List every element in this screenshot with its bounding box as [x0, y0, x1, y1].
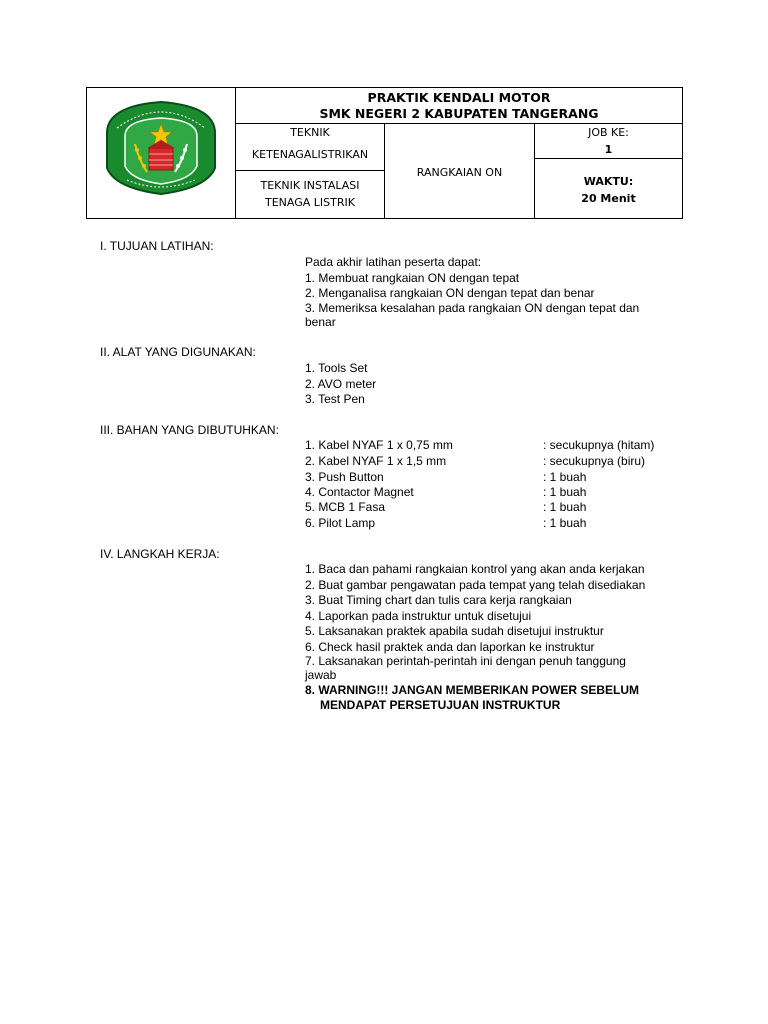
list-item-qty: : 1 buah — [543, 470, 587, 484]
dept-cell — [236, 124, 385, 171]
list-item: 5. MCB 1 Fasa — [305, 500, 386, 514]
list-item: 6. Check hasil praktek anda dan laporkan ke instruktur — [305, 640, 595, 654]
section-bahan-label: III. BAHAN YANG DIBUTUHKAN: — [100, 423, 279, 437]
time-value: 20 Menit — [581, 192, 636, 205]
list-item-qty: : secukupnya (biru) — [543, 454, 646, 468]
list-item-qty: : 1 buah — [543, 516, 587, 530]
list-item: 3. Test Pen — [305, 392, 365, 406]
list-item: benar — [305, 315, 336, 329]
title-line2: SMK NEGERI 2 KABUPATEN TANGERANG — [319, 106, 599, 121]
program-line1: TEKNIK INSTALASI — [260, 179, 360, 192]
time-cell — [535, 159, 682, 218]
list-item: 4. Contactor Magnet — [305, 485, 414, 499]
section-alat-label: II. ALAT YANG DIGUNAKAN: — [100, 345, 256, 359]
header-table — [86, 87, 683, 219]
job-value: 1 — [604, 143, 613, 156]
list-item: 3. Buat Timing chart dan tulis cara kerja rangkaian — [305, 593, 572, 607]
list-item: 6. Pilot Lamp — [305, 516, 376, 530]
list-item: 5. Laksanakan praktek apabila sudah disetujui instruktur — [305, 624, 604, 638]
dept-line2: KETENAGALISTRIKAN — [251, 148, 369, 161]
topic: RANGKAIAN ON — [416, 166, 503, 179]
logo-cell — [87, 88, 236, 218]
section-langkah-label: IV. LANGKAH KERJA: — [100, 547, 220, 561]
header-title — [236, 88, 682, 124]
dept-line1: TEKNIK — [290, 126, 330, 139]
list-item: 3. Memeriksa kesalahan pada rangkaian ON dengan tepat dan — [305, 301, 640, 315]
list-item: 7. Laksanakan perintah-perintah ini dengan penuh tanggung — [305, 654, 626, 668]
list-item-qty: : 1 buah — [543, 485, 587, 499]
program-cell — [236, 171, 385, 218]
list-item: 1. Membuat rangkaian ON dengan tepat — [305, 271, 520, 285]
list-item-qty: : 1 buah — [543, 500, 587, 514]
list-item: jawab — [305, 668, 337, 682]
school-logo-icon — [87, 88, 236, 218]
warning-line1: 8. WARNING!!! JANGAN MEMBERIKAN POWER SEBELUM — [305, 683, 640, 697]
title-line1: PRAKTIK KENDALI MOTOR — [367, 90, 551, 105]
list-item: 4. Laporkan pada instruktur untuk disetujui — [305, 609, 532, 623]
time-label: WAKTU: — [583, 175, 634, 188]
program-line2: TENAGA LISTRIK — [265, 196, 355, 209]
list-item: 3. Push Button — [305, 470, 384, 484]
job-label: JOB KE: — [588, 126, 629, 139]
list-item: 2. Menganalisa rangkaian ON dengan tepat dan benar — [305, 286, 595, 300]
list-item: 1. Baca dan pahami rangkaian kontrol yang akan anda kerjakan — [305, 562, 645, 576]
list-item: 1. Kabel NYAF 1 x 0,75 mm — [305, 438, 453, 452]
topic-cell — [385, 124, 535, 218]
warning-line2: MENDAPAT PERSETUJUAN INSTRUKTUR — [320, 698, 561, 712]
section-tujuan-label: I. TUJUAN LATIHAN: — [100, 239, 214, 253]
tujuan-intro: Pada akhir latihan peserta dapat: — [305, 255, 482, 269]
list-item-qty: : secukupnya (hitam) — [543, 438, 655, 452]
job-cell — [535, 124, 682, 159]
list-item: 2. Buat gambar pengawatan pada tempat yang telah disediakan — [305, 578, 646, 592]
list-item: 2. Kabel NYAF 1 x 1,5 mm — [305, 454, 447, 468]
list-item: 1. Tools Set — [305, 361, 368, 375]
list-item: 2. AVO meter — [305, 377, 377, 391]
